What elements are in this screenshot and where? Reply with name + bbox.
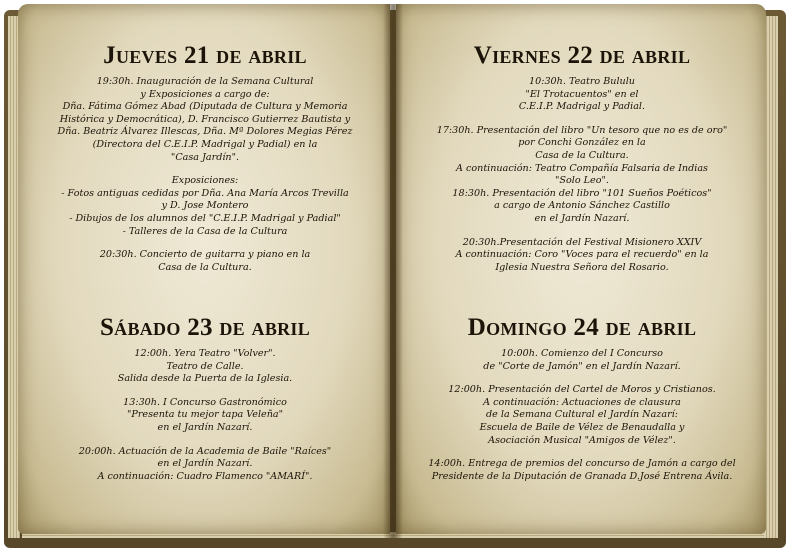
section-domingo bbox=[404, 314, 760, 483]
event-line: Salida desde la Puerta de la Iglesia. bbox=[117, 373, 293, 385]
event-line: "Presenta tu mejor tapa Veleña" bbox=[126, 409, 284, 421]
event-text bbox=[404, 348, 760, 483]
event-line: - Dibujos de los alumnos del "C.E.I.P. Madrigal y Padial" bbox=[69, 212, 341, 224]
event-line: Casa de la Cultura. bbox=[535, 149, 629, 161]
event-line: Dña. Beatriz Álvarez Illescas, Dña. Mª Dolores Megias Pérez bbox=[57, 126, 353, 138]
event-line: 12:00h. Yera Teatro "Volver". bbox=[134, 348, 276, 359]
day-heading: Domingo 24 de abril bbox=[467, 314, 697, 341]
event-line: Dña. Fátima Gómez Abad (Diputada de Cultura y Memoria bbox=[62, 101, 348, 113]
event-line: 12:00h. Presentación del Cartel de Moros y Cristianos. bbox=[448, 384, 716, 396]
event-line: en el Jardín Nazarí. bbox=[534, 212, 630, 224]
event-line: 13:30h. I Concurso Gastronómico bbox=[123, 396, 287, 408]
event-line: Teatro de Calle. bbox=[166, 360, 244, 372]
event-line: - Fotos antiguas cedidas por Dña. Ana María Arcos Trevilla bbox=[61, 187, 349, 199]
event-line: de "Corte de Jamón" en el Jardín Nazarí. bbox=[483, 360, 681, 372]
event-line: "Solo Leo". bbox=[555, 175, 609, 187]
event-line: - Talleres de la Casa de la Cultura bbox=[122, 225, 288, 237]
spacer bbox=[30, 164, 380, 175]
event-line: A continuación: Coro "Voces para el recuerdo" en la bbox=[455, 249, 709, 261]
page-edges-right bbox=[764, 16, 778, 538]
event-line: 10:00h. Comienzo del I Concurso bbox=[501, 348, 663, 359]
spacer bbox=[404, 373, 760, 384]
event-line: por Conchi González en la bbox=[518, 137, 646, 149]
spacer bbox=[30, 435, 380, 446]
book-gutter bbox=[383, 4, 403, 538]
event-line: Asociación Musical "Amigos de Vélez". bbox=[488, 434, 676, 446]
event-line: 10:30h. Teatro Bululu bbox=[529, 76, 635, 87]
event-line: Iglesia Nuestra Señora del Rosario. bbox=[495, 261, 669, 273]
event-line: 14:00h. Entrega de premios del concurso de Jamón a cargo del bbox=[428, 458, 736, 470]
event-line: Casa de la Cultura. bbox=[158, 261, 252, 273]
spacer bbox=[404, 114, 760, 125]
day-heading: Viernes 22 de abril bbox=[473, 42, 691, 69]
event-text bbox=[30, 348, 380, 483]
event-line: A continuación: Cuadro Flamenco "AMARÍ". bbox=[97, 470, 313, 482]
section-jueves bbox=[30, 42, 380, 274]
event-text bbox=[30, 76, 380, 274]
event-line: 17:30h. Presentación del libro "Un tesoro que no es de oro" bbox=[436, 124, 728, 136]
event-line: en el Jardín Nazarí. bbox=[157, 421, 253, 433]
event-line: en el Jardín Nazarí. bbox=[157, 458, 253, 470]
day-heading: Jueves 21 de abril bbox=[103, 42, 307, 69]
event-line: A continuación: Teatro Compañía Falsaria de Indias bbox=[456, 162, 708, 174]
spacer bbox=[404, 447, 760, 458]
event-line: Histórica y Democrática), D. Francisco Gutierrez Bautista y bbox=[59, 113, 351, 125]
event-line: 20:00h. Actuación de la Academia de Baile "Raíces" bbox=[78, 445, 332, 457]
event-line: "El Trotacuentos" en el bbox=[525, 88, 639, 100]
spacer bbox=[404, 226, 760, 237]
event-line: 20:30h. Concierto de guitarra y piano en la bbox=[99, 249, 311, 261]
event-line: y D. Jose Montero bbox=[161, 200, 249, 212]
event-line: C.E.I.P. Madrigal y Padial. bbox=[518, 101, 646, 113]
event-line: (Directora del C.E.I.P. Madrigal y Padial) en la bbox=[92, 138, 318, 150]
spacer bbox=[30, 238, 380, 249]
event-line: Escuela de Baile de Vélez de Benaudalla y bbox=[479, 421, 685, 433]
event-line: de la Semana Cultural el Jardín Nazarí: bbox=[486, 409, 678, 421]
spacer bbox=[30, 386, 380, 397]
event-text bbox=[404, 76, 760, 274]
event-line: A continuación: Actuaciones de clausura bbox=[483, 396, 681, 408]
event-line: a cargo de Antonio Sánchez Castillo bbox=[494, 200, 670, 212]
section-viernes bbox=[404, 42, 760, 274]
event-line: 20:30h.Presentación del Festival Misionero XXIV bbox=[462, 236, 702, 248]
section-sabado bbox=[30, 314, 380, 483]
event-line: Exposiciones: bbox=[171, 175, 239, 187]
event-line: y Exposiciones a cargo de: bbox=[140, 88, 270, 100]
event-line: "Casa Jardín". bbox=[170, 151, 240, 163]
event-line: 18:30h. Presentación del libro "101 Sueños Poéticos" bbox=[452, 187, 712, 199]
event-line: 19:30h. Inauguración de la Semana Cultural bbox=[96, 76, 314, 87]
day-heading: Sábado 23 de abril bbox=[99, 314, 311, 341]
event-line: Presidente de la Diputación de Granada D.José Entrena Ávila. bbox=[431, 470, 733, 482]
